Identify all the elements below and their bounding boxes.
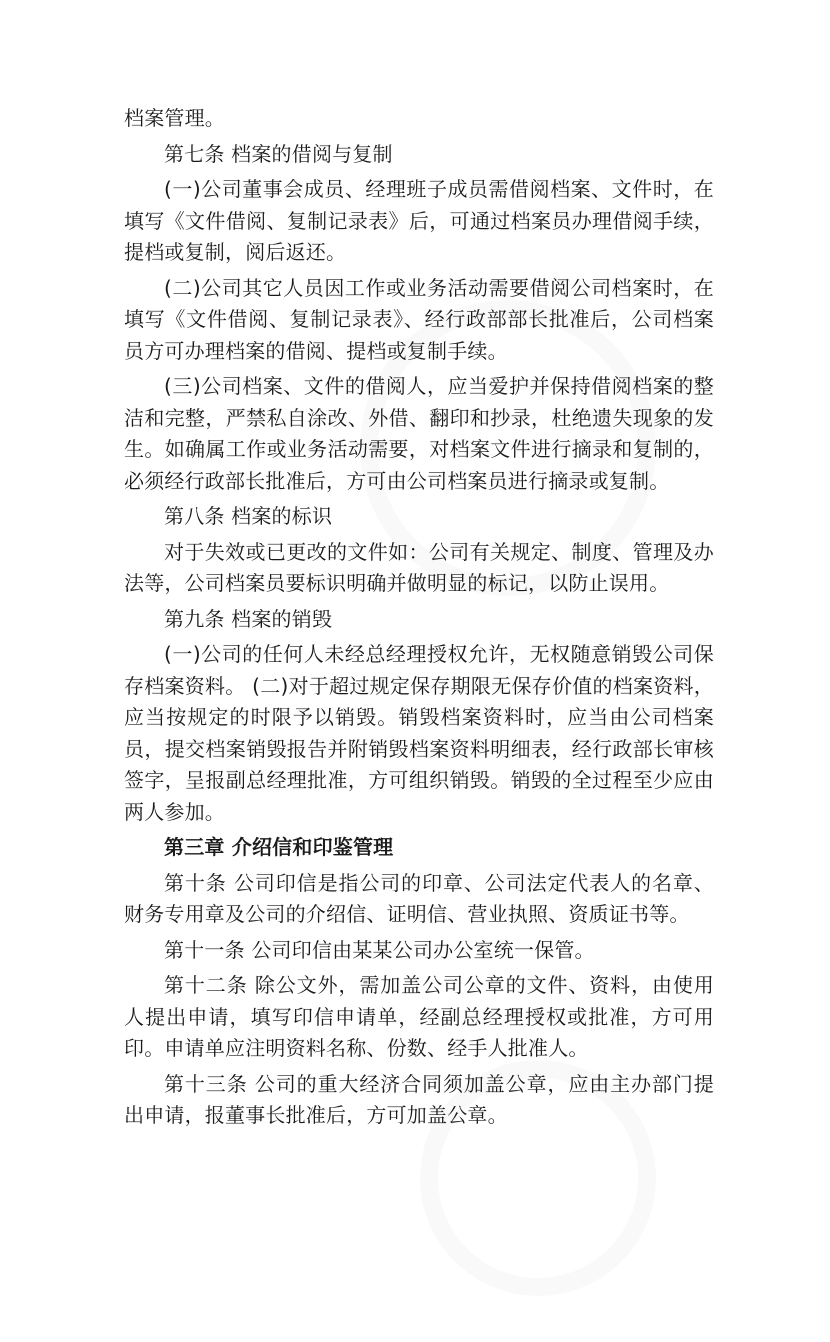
paragraph: (二)公司其它人员因工作或业务活动需要借阅公司档案时，在填写《文件借阅、复制记录表》、经行政部部长批准后，公司档案员方可办理档案的借阅、提档或复制手续。 (124, 275, 714, 363)
paragraph: (一)公司董事会成员、经理班子成员需借阅档案、文件时，在填写《文件借阅、复制记录表》后，可通过档案员办理借阅手续，提档或复制，阅后返还。 (124, 177, 714, 264)
paragraph: 第十三条 公司的重大经济合同须加盖公章，应由主办部门提出申请，报董事长批准后，方可加盖公章。 (124, 1071, 714, 1127)
chapter-heading: 第三章 介绍信和印鉴管理 (164, 835, 394, 859)
article-heading: 第七条 档案的借阅与复制 (164, 141, 393, 166)
paragraph: 第十一条 公司印信由某某公司办公室统一保管。 (164, 937, 595, 962)
paragraph: 档案管理。 (124, 106, 225, 130)
paragraph: 第十条 公司印信是指公司的印章、公司法定代表人的名章、财务专用章及公司的介绍信、证明信、营业执照、资质证书等。 (124, 870, 714, 926)
document-body (124, 103, 714, 1132)
paragraph: 对于失效或已更改的文件如：公司有关规定、制度、管理及办法等，公司档案员要标识明确并做明显的标记，以防止误用。 (124, 539, 714, 595)
paragraph: (一)公司的任何人未经总经理授权允许，无权随意销毁公司保存档案资料。 (二)对于超过规定保存期限无保存价值的档案资料，应当按规定的时限予以销毁。销毁档案资料时，应当由公司档案员，提交档案销毁报告并附销毁档案资料明细表，经行政部长审核签字，呈报副总经理批准，方可组织销毁。销毁的全过程至少应由两人参加。 (124, 642, 714, 824)
paragraph: (三)公司档案、文件的借阅人，应当爱护并保持借阅档案的整洁和完整，严禁私自涂改、外借、翻印和抄录，杜绝遗失现象的发生。如确属工作或业务活动需要，对档案文件进行摘录和复制的，必须经行政部长批准后，方可由公司档案员进行摘录或复制。 (124, 374, 714, 493)
paragraph: 第十二条 除公文外，需加盖公司公章的文件、资料，由使用人提出申请，填写印信申请单，经副总经理授权或批准，方可用印。申请单应注明资料名称、份数、经手人批准人。 (124, 973, 714, 1060)
article-heading: 第九条 档案的销毁 (164, 606, 333, 631)
article-heading: 第八条 档案的标识 (164, 504, 333, 528)
